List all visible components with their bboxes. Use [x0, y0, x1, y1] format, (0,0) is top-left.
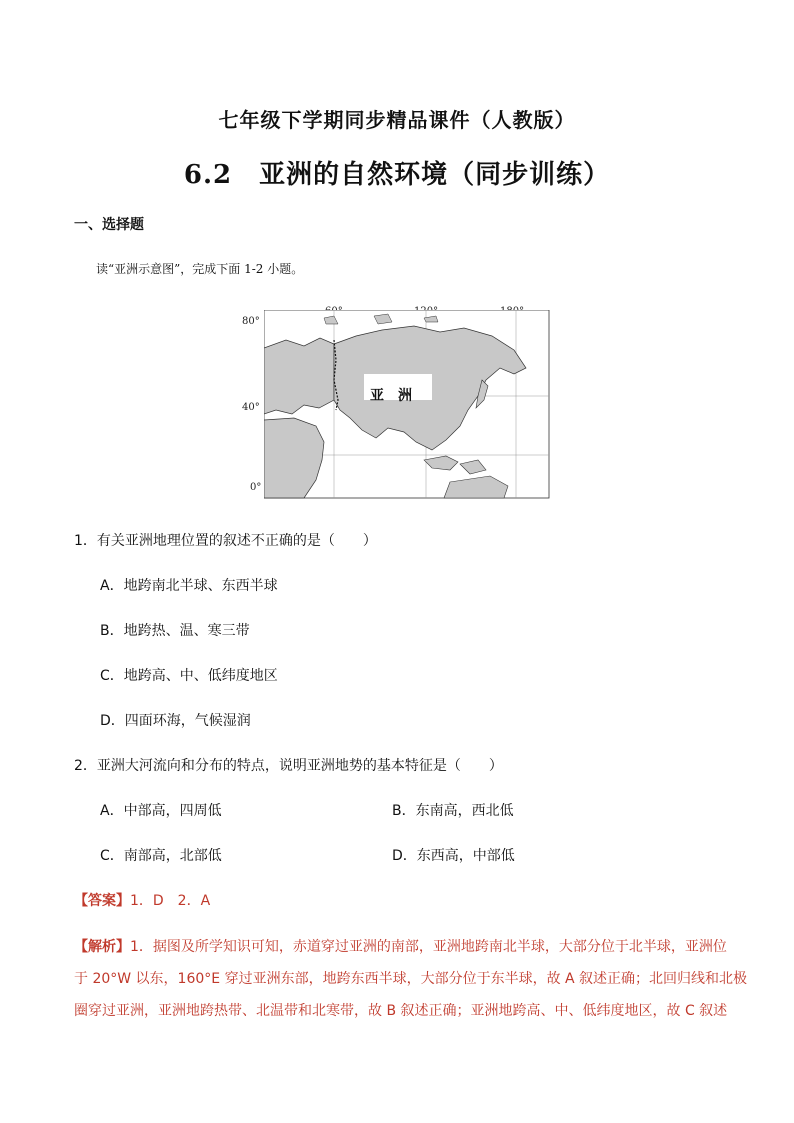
asia-map-figure: [242, 316, 554, 512]
question-1-stem: 1．有关亚洲地理位置的叙述不正确的是（ ）: [74, 533, 377, 549]
lat-label-80: 80°: [242, 316, 260, 327]
document-subtitle: 七年级下学期同步精品课件（人教版）: [218, 108, 576, 132]
section-heading: 一、选择题: [74, 217, 144, 233]
question-2-option-c: C．南部高，北部低: [100, 848, 222, 864]
question-2-option-a: A．中部高，四周低: [100, 803, 222, 819]
question-1-option-c: C．地跨高、中、低纬度地区: [100, 668, 278, 684]
question-2-option-d: D．东西高，中部低: [392, 848, 515, 864]
analysis-text-1: 1．据图及所学知识可知，赤道穿过亚洲的南部，亚洲地跨南北半球，大部分位于北半球，亚洲位: [130, 939, 727, 955]
analysis-line-1: [74, 936, 727, 956]
lat-label-40: 40°: [242, 402, 260, 413]
answer-tag: 【答案】: [74, 893, 130, 909]
analysis-tag: 【解析】: [74, 939, 130, 955]
asia-map: [264, 310, 554, 500]
lat-label-0: 0°: [250, 482, 262, 493]
question-1-option-d: D．四面环海，气候湿润: [100, 713, 251, 729]
question-2-option-b: B．东南高，西北低: [392, 803, 514, 819]
document-title: 6.2 亚洲的自然环境（同步训练）: [183, 160, 611, 190]
question-intro: 读“亚洲示意图”，完成下面 1-2 小题。: [96, 262, 304, 276]
analysis-line-2: 于 20°W 以东，160°E 穿过亚洲东部，地跨东西半球，大部分位于东半球，故 A 叙述正确；北回归线和北极: [74, 971, 748, 987]
question-1-option-a: A．地跨南北半球、东西半球: [100, 578, 278, 594]
question-2-stem: 2．亚洲大河流向和分布的特点，说明亚洲地势的基本特征是（ ）: [74, 758, 503, 774]
answer-line: [74, 890, 210, 910]
answer-text: 1．D 2．A: [130, 893, 211, 909]
question-1-option-b: B．地跨热、温、寒三带: [100, 623, 250, 639]
continent-label: 亚 洲: [370, 388, 412, 404]
analysis-line-3: 圈穿过亚洲，亚洲地跨热带、北温带和北寒带，故 B 叙述正确；亚洲地跨高、中、低纬度地区，故 C 叙述: [74, 1003, 728, 1019]
